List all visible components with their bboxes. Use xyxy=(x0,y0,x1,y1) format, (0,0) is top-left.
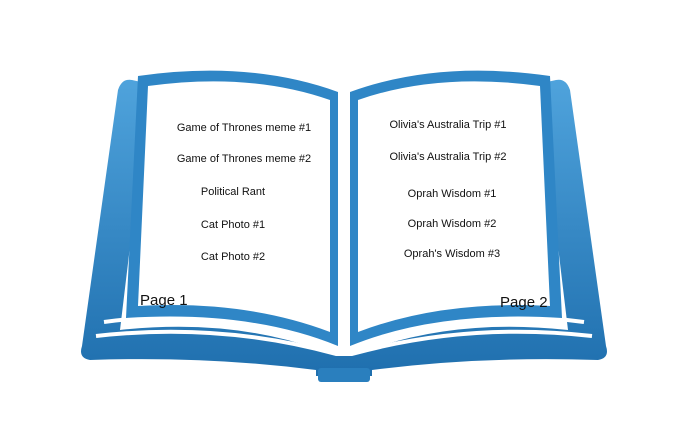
book-spine-tab xyxy=(318,368,370,382)
page-2-label: Page 2 xyxy=(500,294,548,311)
list-item: Cat Photo #1 xyxy=(200,219,266,231)
list-item: Oprah Wisdom #2 xyxy=(407,218,497,230)
list-item: Olivia's Australia Trip #1 xyxy=(389,119,507,131)
list-item: Olivia's Australia Trip #2 xyxy=(389,151,507,163)
list-item: Cat Photo #2 xyxy=(200,251,266,263)
page-1-label: Page 1 xyxy=(140,292,188,309)
list-item: Political Rant xyxy=(200,186,266,198)
list-item: Oprah's Wisdom #3 xyxy=(403,248,501,260)
list-item: Game of Thrones meme #2 xyxy=(176,153,312,165)
list-item: Oprah Wisdom #1 xyxy=(407,188,497,200)
list-item: Game of Thrones meme #1 xyxy=(176,122,312,134)
